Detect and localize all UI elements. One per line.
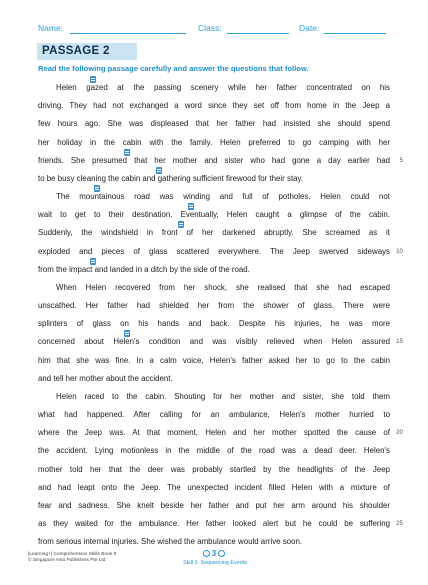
date-blank-line[interactable] [324, 33, 386, 34]
passage-line-text: as they waited for the ambulance. Her father looked alert but he could be suffering [38, 519, 390, 529]
passage-line-text: friends. She presumed that her mother and sister who had gone a day earlier had [38, 155, 390, 165]
passage-line [38, 352, 390, 370]
passage-line [38, 479, 390, 497]
line-number: 15 [396, 338, 403, 346]
passage-line [38, 406, 390, 424]
name-label: Name: [38, 23, 64, 33]
glossary-book-icon[interactable] [124, 330, 130, 337]
passage-line [38, 152, 403, 170]
passage-line-text: where the Jeep was. At that moment, Helen and her mother spotted the cause of [38, 428, 390, 438]
passage-line [38, 279, 390, 297]
passage-line [38, 170, 390, 188]
line-number: 10 [396, 247, 403, 255]
glossary-book-icon[interactable] [124, 149, 130, 156]
line-number: 5 [399, 156, 403, 164]
passage-line-text: to be busy cleaning the cabin and gathering sufficient firewood for their stay. [38, 173, 304, 183]
ring-icon [203, 550, 210, 557]
page-number-value: 3 [211, 549, 217, 558]
glossary-book-icon[interactable] [178, 221, 184, 228]
glossary-book-icon[interactable] [90, 258, 96, 265]
passage-line-text: and had leapt onto the Jeep. The unexpected incident filled Helen with a mixture of [38, 482, 390, 492]
class-label: Class: [198, 23, 222, 33]
passage-line-text: Helen gazed at the passing scenery while her father concentrated on his [56, 83, 390, 92]
passage-line [38, 424, 403, 442]
passage-line [38, 224, 390, 242]
instructions: Read the following passage carefully and answer the questions that follow. [38, 64, 309, 73]
passage-line [38, 388, 390, 406]
line-number: 25 [396, 520, 403, 528]
passage-line [38, 515, 403, 533]
passage-line-text: unscathed. Her father had shielded her from the shower of glass. There were [38, 301, 390, 311]
passage-line-text: splinters of glass on his hands and back. Despite his injuries, he was more [38, 319, 390, 329]
passage-line [38, 370, 390, 388]
passage-line [38, 261, 390, 279]
name-blank-line[interactable] [70, 33, 186, 34]
footer-credits [28, 552, 116, 564]
passage-line-text: from serious internal injuries. She wished the ambulance would arrive soon. [38, 537, 303, 547]
passage-line [38, 134, 390, 152]
passage-body [38, 79, 403, 551]
passage-line-text: him that she was fine. In a calm voice, Helen's father asked her to go to the cabin [38, 355, 390, 365]
passage-line-text: When Helen recovered from her shock, she realised that she had escaped [56, 282, 390, 292]
passage-line-text: what had happened. After calling for an ambulance, Helen's mother hurried to [38, 410, 390, 420]
passage-line-text: The mountainous road was winding and full of potholes. Helen could not [56, 192, 390, 202]
passage-line [38, 497, 390, 515]
passage-line [38, 97, 390, 115]
passage-line [38, 79, 390, 97]
student-info-header [38, 23, 398, 39]
passage-line [38, 206, 390, 224]
passage-line [38, 315, 390, 333]
publisher-copyright: © Singapore Asia Publishers Pte Ltd [28, 558, 106, 564]
line-number: 20 [396, 429, 403, 437]
passage-line [38, 442, 390, 460]
glossary-book-icon[interactable] [156, 167, 162, 174]
glossary-book-icon[interactable] [188, 203, 194, 210]
glossary-book-icon[interactable] [94, 185, 100, 192]
passage-line [38, 115, 390, 133]
passage-line-text: wait to get to their destination. Eventually, Helen caught a glimpse of the cabin. [38, 210, 390, 220]
passage-line-text: concerned about Helen's condition and was visibly relieved when Helen assured [38, 337, 390, 347]
glossary-book-icon[interactable] [90, 76, 96, 83]
ring-icon [218, 550, 225, 557]
book-title: [Learning+] Comprehension Skills Book 6 [28, 552, 117, 557]
passage-line-text: Helen raced to the cabin. Shouting for her mother and sister, she told them [56, 391, 390, 401]
passage-line [38, 297, 390, 315]
date-label: Date: [299, 23, 320, 33]
page-number [199, 549, 229, 558]
passage-line-text: mother told her that the deer was probably startled by the headlights of the Jeep [38, 464, 390, 474]
passage-line-text: driving. They had not exchanged a word since they set off from home in the Jeep a [38, 101, 390, 111]
passage-line [38, 188, 390, 206]
passage-title: PASSAGE 2 [37, 43, 137, 60]
passage-line-text: and tell her mother about the accident. [38, 373, 173, 383]
passage-line-text: few hours ago. She was displeased that her father had insisted she should spend [38, 119, 390, 129]
passage-line-text: fear and sadness. She knelt beside her father and put her arm around his shoulder [38, 500, 390, 510]
passage-line-text: exploded and pieces of glass scattered everywhere. The Jeep swerved sideways [38, 246, 390, 256]
passage-line-text: from the impact and landed in a ditch by the side of the road. [38, 264, 250, 274]
passage-line [38, 333, 403, 351]
class-blank-line[interactable] [227, 33, 289, 34]
skill-label: Skill 1: Sequencing Events [183, 560, 247, 566]
passage-line-text: the accident. Lying motionless in the middle of the road was a dead deer. Helen's [38, 446, 390, 456]
passage-line-text: Suddenly, the windshield in front of her darkened abruptly. She screamed as it [38, 228, 390, 238]
passage-line [38, 461, 390, 479]
passage-line-text: her holiday in the cabin with the family. Helen preferred to go camping with her [38, 137, 390, 147]
